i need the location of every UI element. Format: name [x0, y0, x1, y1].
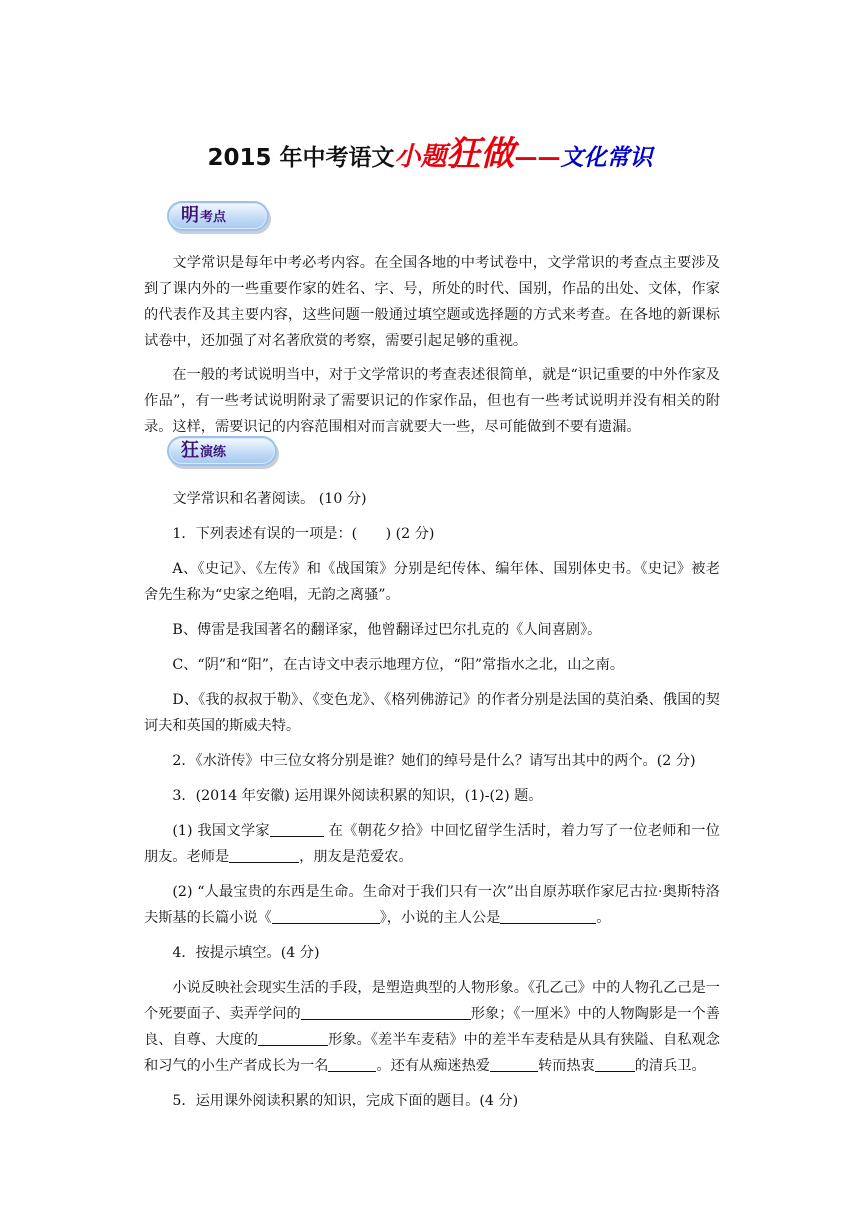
title-dash: ——: [514, 145, 561, 171]
badge-kuangyanlian-char: 狂: [181, 440, 199, 461]
question-3-part-2: [144, 879, 720, 931]
question-1-option-c: C、“阴”和“阳”，在古诗文中表示地理方位，“阳”常指水之北，山之南。: [172, 657, 625, 673]
question-5: 5．运用课外阅读积累的知识，完成下面的题目。(4 分): [172, 1093, 519, 1109]
q4-text-b: 形象；《一厘米》中的人物陶影是一个善良、自尊、大度的: [144, 1006, 720, 1048]
question-1: 1．下列表述有误的一项是：( ) (2 分): [172, 526, 435, 542]
fill-blank[interactable]: [301, 1003, 471, 1020]
section-badge-kuangyanlian: [167, 436, 277, 466]
badge-kuangyanlian-rest: 演练: [200, 445, 227, 460]
question-3-part-1: [144, 818, 720, 870]
question-4: 4．按提示填空。(4 分): [172, 945, 320, 961]
q4-text-d: 。还有从痴迷热爱: [376, 1058, 490, 1074]
section-badge-mingkaodian: [167, 201, 269, 231]
fill-blank[interactable]: [595, 1055, 635, 1072]
fill-blank[interactable]: [490, 1055, 538, 1072]
question-1-option-b: B、傅雷是我国著名的翻译家，他曾翻译过巴尔扎克的《人间喜剧》。: [172, 622, 602, 638]
fill-blank[interactable]: [328, 1055, 376, 1072]
fill-blank[interactable]: [258, 1029, 328, 1046]
title-topic: 文化常识: [560, 145, 653, 171]
question-4-passage: [144, 975, 720, 1079]
title-year-subject: 2015 年中考语文: [207, 145, 395, 171]
q4-text-f: 的清兵卫。: [634, 1058, 706, 1074]
fill-blank[interactable]: [270, 820, 324, 837]
badge-mingkaodian-char: 明: [181, 205, 199, 226]
q3-2-text-b: 》，小说的主人公是: [379, 910, 501, 926]
q3-1-text-a: (1) 我国文学家: [172, 823, 270, 839]
q3-1-text-c: ，朋友是范爱农。: [299, 849, 413, 865]
q3-2-text-a: (2) “人最宝贵的东西是生命。生命对于我们只有一次”出自原苏联作家尼古拉·奥斯特洛夫斯基的长篇小说《: [144, 884, 720, 926]
exercise-section: [144, 486, 720, 1114]
q3-1-text-b: 在《朝花夕拾》中回忆留学生活时，着力写了一位老师和一位朋友。老师是: [144, 823, 720, 865]
intro-paragraph-2: 在一般的考试说明当中，对于文学常识的考查表述很简单，就是“识记重要的中外作家及作品”，有一些考试说明附录了需要识记的作家作品，但也有一些考试说明并没有相关的附录。这样，需要识记的内容范围相对而言就要大一些，尽可能做到不要有遗漏。: [144, 367, 720, 435]
fill-blank[interactable]: [272, 907, 380, 924]
q4-text-a: 小说反映社会现实生活的手段，是塑造典型的人物形象。《孔乙己》中的人物孔乙己是一个死要面子、卖弄学问的: [144, 980, 720, 1022]
question-2: 2．《水浒传》中三位女将分别是谁？她们的绰号是什么？请写出其中的两个。(2 分): [172, 753, 696, 769]
exercise-heading: 文学常识和名著阅读。 (10 分): [172, 491, 367, 507]
title-xiaoti: 小题: [394, 142, 447, 172]
q4-text-c: 形象。《差半车麦秸》中的差半车麦秸是从具有狭隘、自私观念和习气的小生产者成长为一名: [144, 1032, 720, 1074]
page-title: [0, 134, 860, 178]
badge-mingkaodian-rest: 考点: [200, 210, 227, 225]
question-1-option-d: D、《我的叔叔于勒》、《变色龙》、《格列佛游记》的作者分别是法国的莫泊桑、俄国的契诃夫和英国的斯威夫特。: [144, 692, 720, 734]
q4-text-e: 转而热衷: [537, 1058, 595, 1074]
fill-blank[interactable]: [229, 846, 299, 863]
title-kuangzuo: 狂做: [446, 134, 515, 174]
question-3: 3．(2014 年安徽) 运用课外阅读积累的知识，(1)-(2) 题。: [172, 788, 543, 804]
intro-section: [144, 250, 720, 440]
q3-2-text-c: 。: [596, 910, 611, 926]
question-1-option-a: A、《史记》、《左传》和《战国策》分别是纪传体、编年体、国别体史书。《史记》被老舍先生称为“史家之绝唱，无韵之离骚”。: [144, 561, 720, 603]
intro-paragraph-1: 文学常识是每年中考必考内容。在全国各地的中考试卷中，文学常识的考查点主要涉及到了课内外的一些重要作家的姓名、字、号，所处的时代、国别，作品的出处、文体，作家的代表作及其主要内容，这些问题一般通过填空题或选择题的方式来考查。在各地的新课标试卷中，还加强了对名著欣赏的考察，需要引起足够的重视。: [144, 255, 720, 349]
fill-blank[interactable]: [500, 907, 596, 924]
